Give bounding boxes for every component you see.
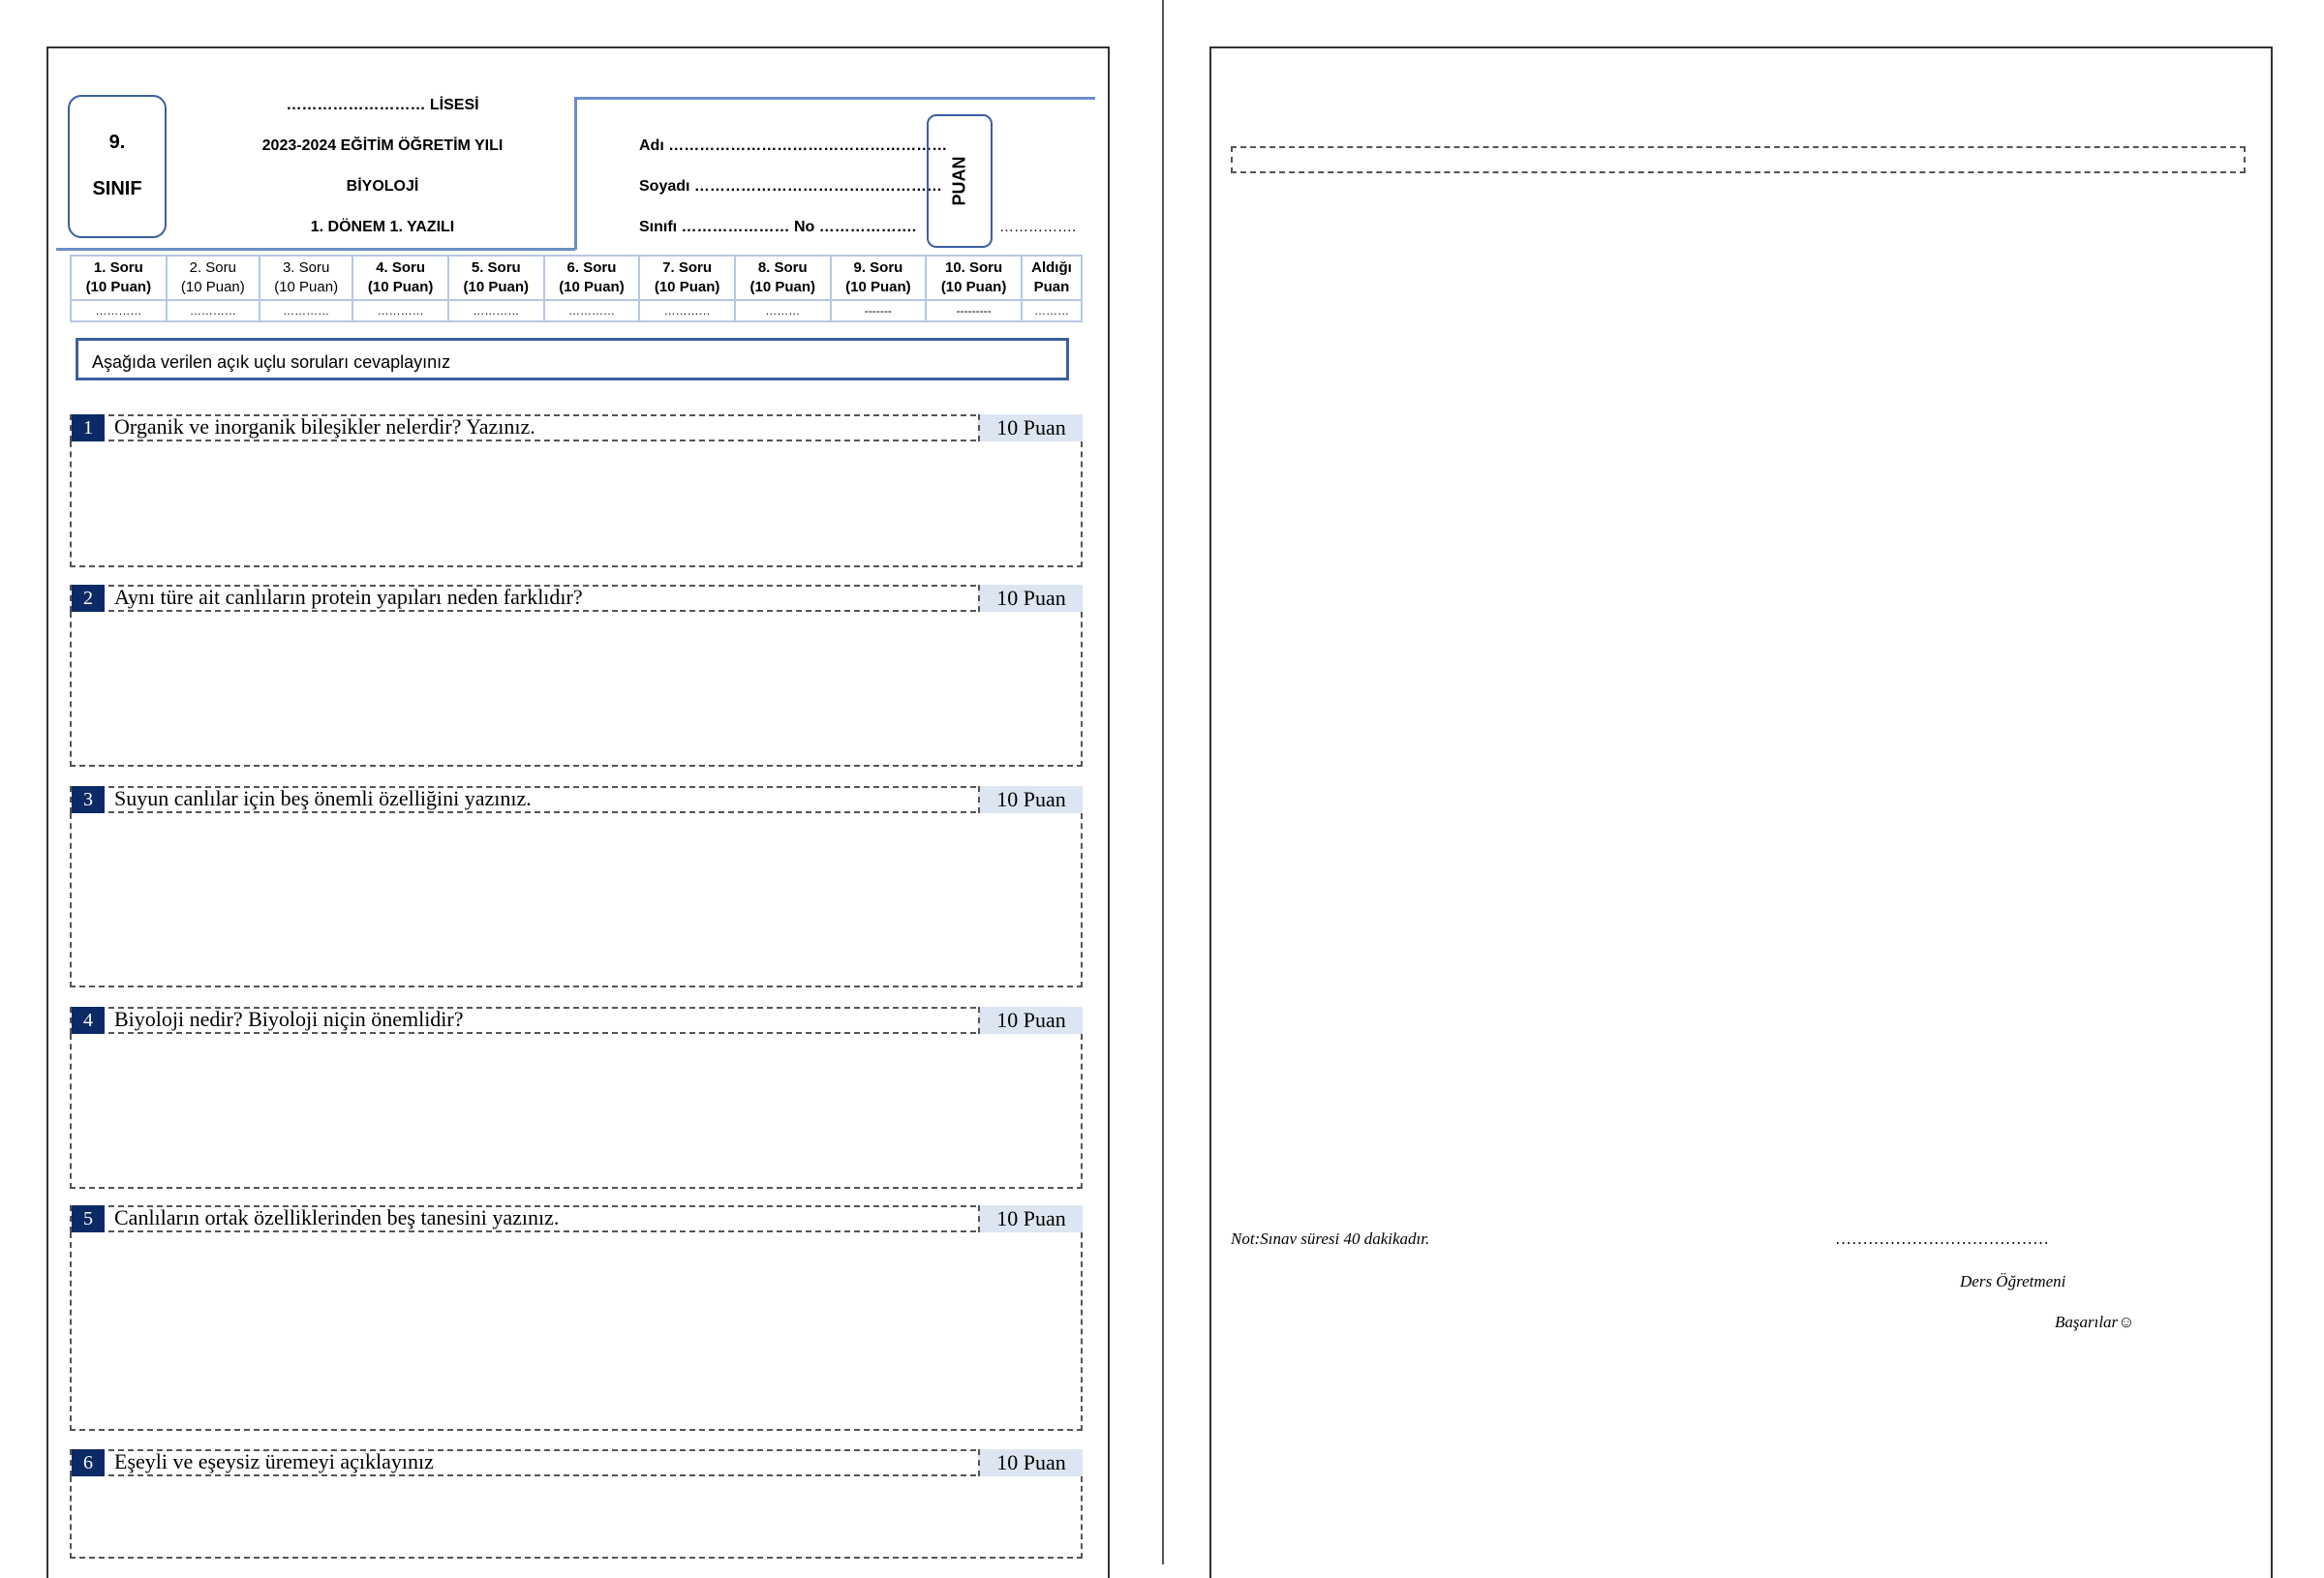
question-number: 3	[72, 786, 105, 813]
score-header-label: 6. Soru	[566, 259, 617, 276]
score-cell-q4[interactable]: …………	[352, 300, 448, 321]
score-header-q1	[71, 256, 167, 300]
question-number: 5	[72, 1205, 105, 1232]
score-header-points: (10 Puan)	[749, 279, 816, 295]
subject-name: BİYOLOJİ	[346, 178, 419, 195]
score-header-q9	[831, 256, 927, 300]
academic-year: 2023-2024 EĞİTİM ÖĞRETİM YILI	[261, 137, 504, 154]
score-header-label: 1. Soru	[93, 259, 143, 276]
score-header-points: Puan	[1033, 279, 1070, 295]
question-6-answer-area[interactable]	[70, 1476, 1083, 1559]
page-divider	[1162, 0, 1164, 1564]
score-cell-q8[interactable]: ………	[735, 300, 831, 321]
score-field[interactable]: …………….	[999, 219, 1077, 235]
exam-duration-note: Not:Sınav süresi 40 dakikadır.	[1231, 1229, 1430, 1248]
score-header-q5	[448, 256, 544, 300]
score-header-label: 2. Soru	[189, 259, 236, 276]
question-1-answer-area[interactable]	[70, 441, 1083, 567]
question-1-header	[70, 414, 1083, 441]
score-header-points: (10 Puan)	[274, 279, 339, 295]
question-text: Eşeyli ve eşeysiz üremeyi açıklayınız	[114, 1449, 434, 1473]
question-text: Organik ve inorganik bileşikler nelerdir? Yazınız.	[114, 414, 535, 439]
score-cell-q6[interactable]: …………	[544, 300, 640, 321]
score-header-q3	[260, 256, 352, 300]
question-number: 6	[72, 1449, 105, 1476]
score-cell-q9[interactable]: -------	[831, 300, 927, 321]
score-header-points: (10 Puan)	[180, 279, 245, 295]
class-label: SINIF	[92, 178, 142, 199]
score-header-points: (10 Puan)	[559, 279, 625, 295]
student-class-number-field[interactable]: Sınıfı ………………… No ……………….	[639, 219, 917, 235]
instruction-box: Aşağıda verilen açık uçlu soruları cevaplayınız	[76, 338, 1069, 380]
score-header-label: 5. Soru	[471, 259, 521, 276]
question-number: 1	[72, 414, 105, 441]
score-header-points: (10 Puan)	[654, 279, 720, 295]
score-table	[70, 255, 1083, 322]
question-text: Aynı türe ait canlıların protein yapıları neden farklıdır?	[114, 585, 583, 609]
question-number: 4	[72, 1007, 105, 1034]
question-5-answer-area[interactable]	[70, 1232, 1083, 1431]
score-cell-q1[interactable]: …………	[71, 300, 167, 321]
question-points: 10 Puan	[978, 1449, 1083, 1476]
school-name: ……………………… LİSESİ	[286, 97, 479, 113]
score-header-q2	[167, 256, 260, 300]
exam-title: 1. DÖNEM 1. YAZILI	[310, 219, 455, 235]
score-header-label: 10. Soru	[944, 259, 1003, 276]
score-header-q10	[926, 256, 1022, 300]
question-6-header	[70, 1449, 1083, 1476]
header-separator	[56, 248, 575, 251]
score-header-label: 3. Soru	[282, 259, 330, 276]
score-header-points: (10 Puan)	[463, 279, 530, 295]
score-header-label: 8. Soru	[757, 259, 808, 276]
question-4-answer-area[interactable]	[70, 1034, 1083, 1189]
question-2-answer-area[interactable]	[70, 612, 1083, 767]
question-points: 10 Puan	[978, 786, 1083, 813]
student-name-field[interactable]: Adı ………………………………………………	[639, 137, 948, 154]
question-number: 2	[72, 585, 105, 612]
question-5-header	[70, 1205, 1083, 1232]
score-header-q7	[639, 256, 735, 300]
score-cell-q10[interactable]: ---------	[926, 300, 1022, 321]
score-header-label: 4. Soru	[376, 259, 426, 276]
score-cell-q3[interactable]: …………	[260, 300, 352, 321]
score-box	[927, 114, 993, 248]
score-header-label: Aldığı	[1031, 259, 1072, 276]
question-2-header	[70, 585, 1083, 612]
question-text: Canlıların ortak özelliklerinden beş tanesini yazınız.	[114, 1205, 560, 1229]
teacher-label: Ders Öğretmeni	[1960, 1272, 2066, 1290]
question-points: 10 Puan	[978, 414, 1083, 441]
score-label: PUAN	[949, 156, 969, 206]
student-surname-field[interactable]: Soyadı …………………………………………	[639, 178, 942, 195]
question-text: Suyun canlılar için beş önemli özelliğini yazınız.	[114, 786, 532, 810]
question-points: 10 Puan	[978, 1007, 1083, 1034]
score-cell-q7[interactable]: …………	[639, 300, 735, 321]
score-header-label: 7. Soru	[662, 259, 713, 276]
class-number: 9.	[108, 132, 126, 153]
score-header-q6	[544, 256, 640, 300]
score-header-q4	[352, 256, 448, 300]
score-header-label: 9. Soru	[853, 259, 903, 276]
score-cell-q11[interactable]: ………	[1022, 300, 1082, 321]
exam-page-right	[1209, 46, 2273, 1578]
header-separator-vertical	[574, 97, 577, 250]
question-3-header	[70, 786, 1083, 813]
score-cell-q2[interactable]: …………	[167, 300, 260, 321]
score-header-points: (10 Puan)	[845, 279, 911, 295]
header-separator-top	[574, 97, 1095, 100]
score-cell-q5[interactable]: …………	[448, 300, 544, 321]
good-luck-message: Başarılar☺	[2055, 1313, 2135, 1331]
signature-line: …………………………………	[1835, 1229, 2049, 1248]
score-header-q8	[735, 256, 831, 300]
question-4-header	[70, 1007, 1083, 1034]
question-points: 10 Puan	[978, 585, 1083, 612]
question-3-answer-area[interactable]	[70, 813, 1083, 987]
empty-top-box	[1231, 146, 2246, 173]
class-box	[68, 95, 167, 238]
question-points: 10 Puan	[978, 1205, 1083, 1232]
score-header-points: (10 Puan)	[367, 279, 434, 295]
score-header-points: (10 Puan)	[940, 279, 1007, 295]
question-text: Biyoloji nedir? Biyoloji niçin önemlidir?	[114, 1007, 464, 1031]
score-header-q11	[1022, 256, 1082, 300]
score-header-points: (10 Puan)	[85, 279, 152, 295]
